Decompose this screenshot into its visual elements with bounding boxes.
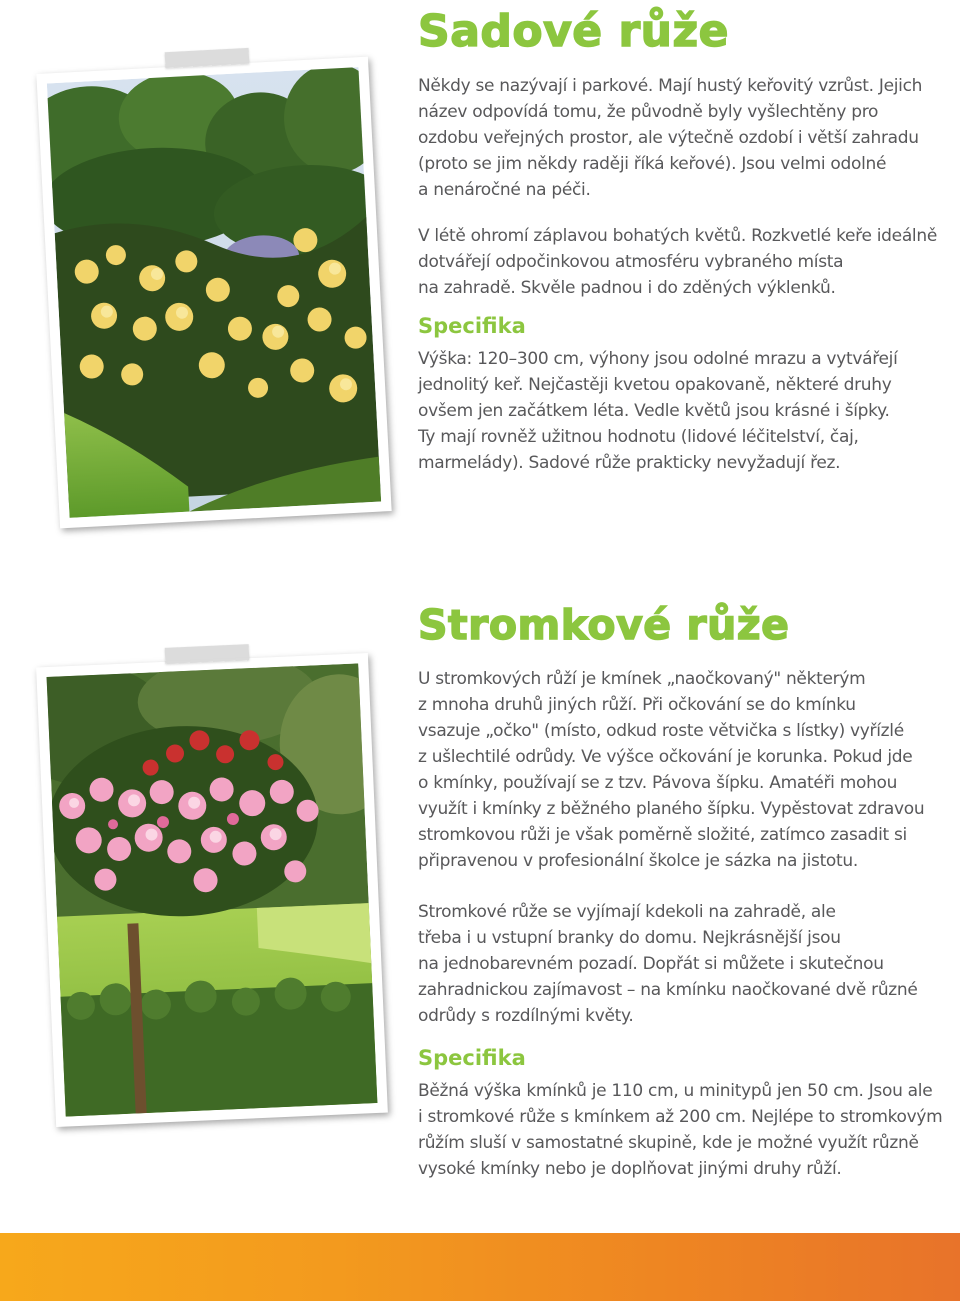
shrub-roses-spec: Výška: 120–300 cm, výhony jsou odolné mrazu a vytvářejí jednolitý keř. Nejčastěji kvetou opakovaně, některé druhy ovšem jen začátkem léta. Vedle květů jsou krásné i šípky. Ty mají rovněž užitnou hodnotu (lidové léčitelství, čaj, marmelády). Sadové růže prakticky nevyžadují řez.	[418, 349, 898, 473]
photo-frame-standard-roses	[36, 653, 388, 1127]
photo-frame-shrub-roses	[36, 57, 391, 529]
standard-roses-intro: U stromkových růží je kmínek „naočkovaný" některým z mnoha druhů jiných růží. Při očkování se do kmínku vsazuje „očko" (místo, odkud roste větvička s lístky) vyřízlé z ušlechtilé odrůdy. Ve výšce očkování je korunka. Pokud jde o kmínky, používají se z tzv. Pávova šípku. Amatéři mohou využít i kmínky z běžného planého šípku. Vypěstovat zdravou stromkovou růži je však poměrně složité, zatímco zasadit si připravenou v profesionální školce je sázka na jistotu.	[418, 669, 925, 871]
standard-roses-spec: Běžná výška kmínků je 110 cm, u minitypů jen 50 cm. Jsou ale i stromkové růže s kmínkem až 200 cm. Nejlépe to stromkovým růžím sluší v samostatné skupině, kde je možné využít různě vysoké kmínky nebo je doplňovat jinými druhy růží.	[418, 1081, 943, 1179]
shrub-roses-photo	[47, 67, 381, 518]
section-title-standard-roses: Stromkové růže	[418, 601, 790, 649]
standard-roses-photo	[47, 663, 378, 1116]
footer-bar	[0, 1233, 960, 1301]
standard-roses-spec-title: Specifika	[418, 1046, 526, 1070]
standard-roses-paragraph-2: Stromkové růže se vyjímají kdekoli na zahradě, ale třeba i u vstupní branky do domu. Nejkrásnější jsou na jednobarevném pozadí. Dopřát si můžete i skutečnou zahradnickou zajímavost – na kmínku naočkované dvě různé odrůdy s rozdílnými květy.	[418, 902, 918, 1026]
shrub-roses-intro: Někdy se nazývají i parkové. Mají hustý keřovitý vzrůst. Jejich název odpovídá tomu, že původně byly vyšlechtěny pro ozdobu veřejných prostor, ale výtečně ozdobí i větší zahradu (proto se jim někdy raději říká keřové). Jsou velmi odolné a nenáročné na péči.	[418, 76, 923, 200]
section-title-shrub-roses: Sadové růže	[418, 6, 729, 57]
shrub-roses-paragraph-2: V létě ohromí záplavou bohatých květů. Rozkvetlé keře ideálně dotvářejí odpočinkovou atmosféru vybraného místa na zahradě. Skvěle padnou i do zděných výklenků.	[418, 226, 937, 298]
shrub-roses-spec-title: Specifika	[418, 314, 526, 338]
